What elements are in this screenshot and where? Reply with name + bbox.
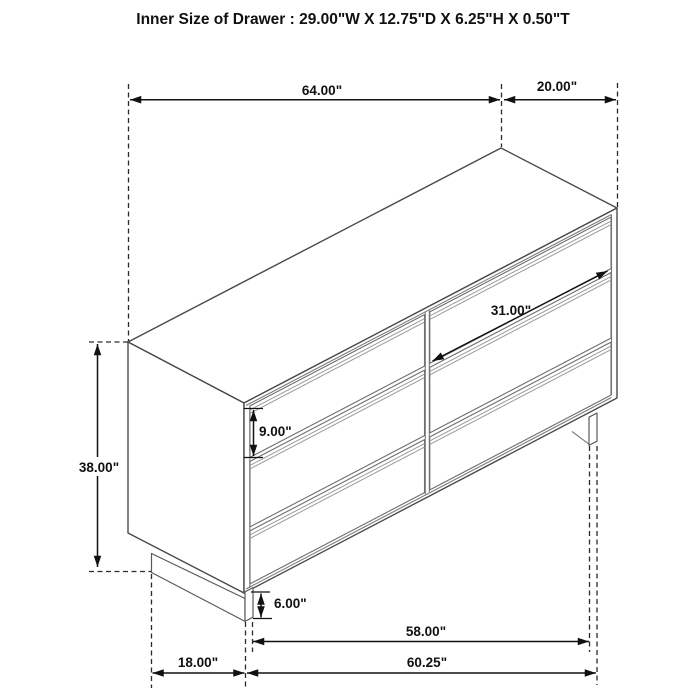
dimension-depth-top — [504, 79, 616, 100]
dimension-overall-height — [72, 344, 127, 567]
dimension-front-width-overall — [247, 655, 596, 673]
dimension-front-width-between-legs — [253, 624, 589, 642]
drawer-height-label: 9.00" — [259, 424, 292, 439]
drawer-width-label: 31.00" — [490, 303, 532, 318]
dresser-body — [128, 148, 617, 621]
side-depth-floor-label: 18.00" — [177, 655, 219, 670]
dimension-leg-height — [251, 592, 307, 619]
front-left-leg — [245, 588, 253, 622]
leg-height-label: 6.00" — [274, 596, 307, 611]
dimension-width-top — [130, 83, 500, 100]
drawing-title: Inner Size of Drawer : 29.00"W X 12.75"D X 6.25"H X 0.50"T — [136, 11, 570, 28]
overall-height-label: 38.00" — [78, 460, 120, 475]
front-right-leg — [589, 413, 597, 445]
front-width-overall-label: 60.25" — [406, 655, 448, 670]
dimension-side-depth-floor — [153, 655, 245, 673]
front-width-between-legs-label: 58.00" — [405, 624, 447, 639]
depth-top-label: 20.00" — [536, 79, 578, 94]
width-top-label: 64.00" — [301, 83, 343, 98]
base-right-edge — [572, 432, 589, 445]
